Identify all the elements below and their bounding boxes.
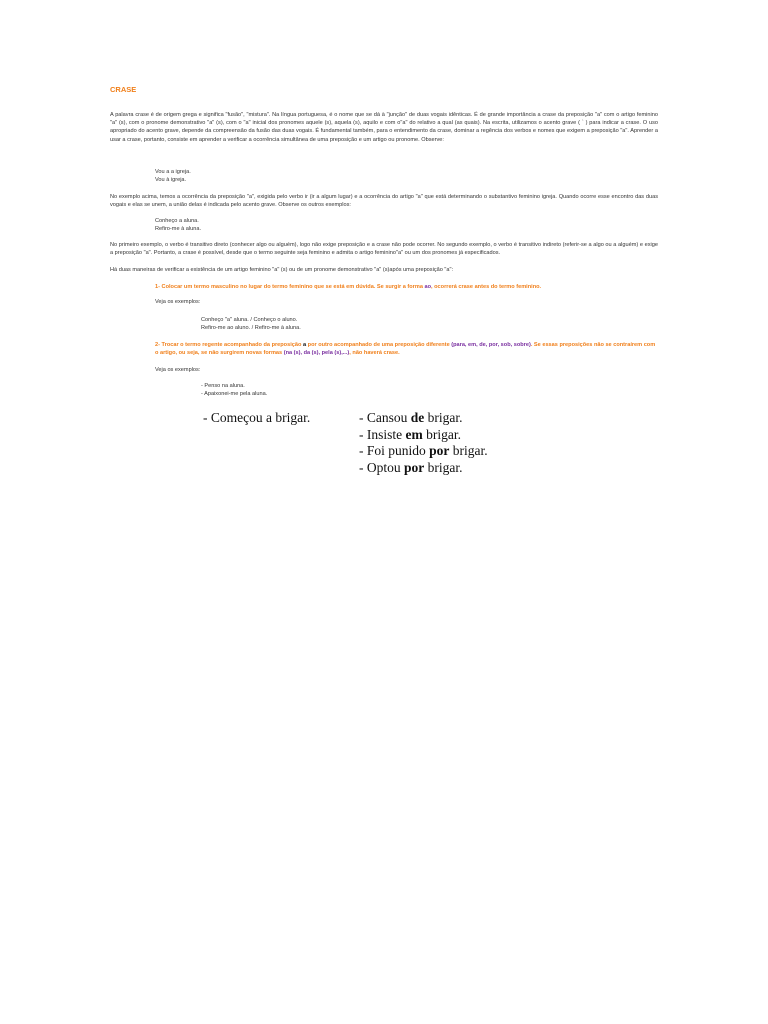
big-example-pre: - Optou	[359, 460, 404, 476]
big-example-post: brigar.	[424, 410, 463, 425]
big-example-left: - Começou a brigar.	[203, 410, 311, 425]
big-example-right	[359, 410, 488, 477]
page-title: CRASE	[110, 85, 137, 94]
rule-1	[155, 283, 660, 291]
big-example-preposition: de	[410, 410, 425, 425]
rule-2-text-mid2: . Se essas preposições não se contraírem com o artigo, ou seja, se não surgirem novas formas	[155, 342, 656, 357]
big-example-line	[359, 410, 488, 427]
example-line: Conheço "a" aluna. / Conheço o aluno.	[201, 317, 298, 323]
rule-2-text: 2- Trocar o termo regente acompanhado da preposição	[155, 342, 303, 348]
veja-exemplos-label: Veja os exemplos:	[155, 299, 201, 305]
rule-2-contraction-list: (na (s), da (s), pela (s),...)	[283, 350, 350, 357]
paragraph-4: Há duas maneiras de verificar a existência de um artigo feminino "a" (s) ou de um pronome demonstrativo "a" (s)após uma preposição "a":	[110, 267, 454, 273]
big-example-preposition: em	[405, 426, 423, 442]
example-line: Vou à igreja.	[155, 177, 187, 183]
big-example-post: brigar.	[424, 460, 463, 476]
big-example-pre: - Foi punido	[359, 443, 430, 459]
paragraph-3: No primeiro exemplo, o verbo é transitivo direto (conhecer algo ou alguém), logo não exige preposição e a crase não pode ocorrer. No segundo exemplo, o verbo é transitivo indireto (referir-se a algo ou a alguém) e exige a preposição "a". Portanto, a crase é possível, desde que o termo seguinte seja feminino e admita o artigo feminino"a" ou um dos pronomes já especificados.	[110, 242, 658, 257]
rule-2-preposition: a	[302, 342, 307, 348]
intro-paragraph: A palavra crase é de origem grega e significa "fusão", "mistura". Na língua portuguesa, é o nome que se dá à "junção" de duas vogais idênticas. É de grande importância a crase da preposição "a" com o artigo feminino "a" (s), com o pronome demonstrativo "a" (s), com o "a" inicial dos pronomes aquele (s), aquela (s), aquilo e com o"a" do relativo a qual (as quais). Na escrita, utilizamos o acento grave ( ` ) para indicar a crase. O uso apropriado do acento grave, depende da compreensão da fusão das duas vogais. É fundamental também, para o entendimento da crase, dominar a regência dos verbos e nomes que exigem a preposição "a". Aprender a usar a crase, portanto, consiste em aprender a verificar a ocorrência simultânea de uma preposição e um artigo ou pronome. Observe:	[110, 112, 658, 143]
example-line: Refiro-me ao aluno. / Refiro-me à aluna.	[201, 325, 301, 331]
example-line: - Penso na aluna.	[201, 383, 245, 389]
rule-1-text: 1- Colocar um termo masculino no lugar do termo feminino que se está em dúvida. Se surgir a forma	[155, 284, 425, 290]
example-line: Conheço a aluna.	[155, 218, 199, 224]
rule-1-highlight: ao	[424, 284, 432, 290]
example-line: Refiro-me à aluna.	[155, 226, 202, 232]
rule-2-preposition-list: (para, em, de, por, sob, sobre)	[451, 342, 531, 348]
rule-2-text-end: , não haverá crase.	[349, 350, 400, 357]
big-example-line	[359, 460, 488, 477]
rule-2-text-mid: por outro acompanhado de uma preposição diferente	[306, 342, 452, 348]
big-example-line	[359, 443, 488, 460]
paragraph-2: No exemplo acima, temos a ocorrência da preposição "a", exigida pelo verbo ir (ir a algum lugar) e a ocorrência do artigo "a" que está determinando o substantivo feminino igreja. Quando ocorre esse encontro das duas vogais e elas se unem, a união delas é indicada pelo acento grave. Observe os outros exemplos:	[110, 194, 658, 209]
big-example-pre: - Cansou	[359, 410, 411, 425]
big-example-post: brigar.	[449, 443, 488, 459]
big-example-preposition: por	[429, 443, 450, 459]
big-example-line	[359, 427, 488, 444]
big-example-post: brigar.	[422, 426, 461, 442]
big-example-pre: - Insiste	[359, 426, 406, 442]
big-example-preposition: por	[404, 460, 425, 476]
rule-1-text-end: , ocorrerá crase antes do termo feminino.	[431, 284, 542, 290]
example-line: Vou a a igreja.	[155, 169, 191, 175]
rule-2	[155, 341, 660, 357]
veja-exemplos-label: Veja os exemplos:	[155, 367, 201, 373]
example-line: - Apaixonei-me pela aluna.	[201, 391, 268, 397]
